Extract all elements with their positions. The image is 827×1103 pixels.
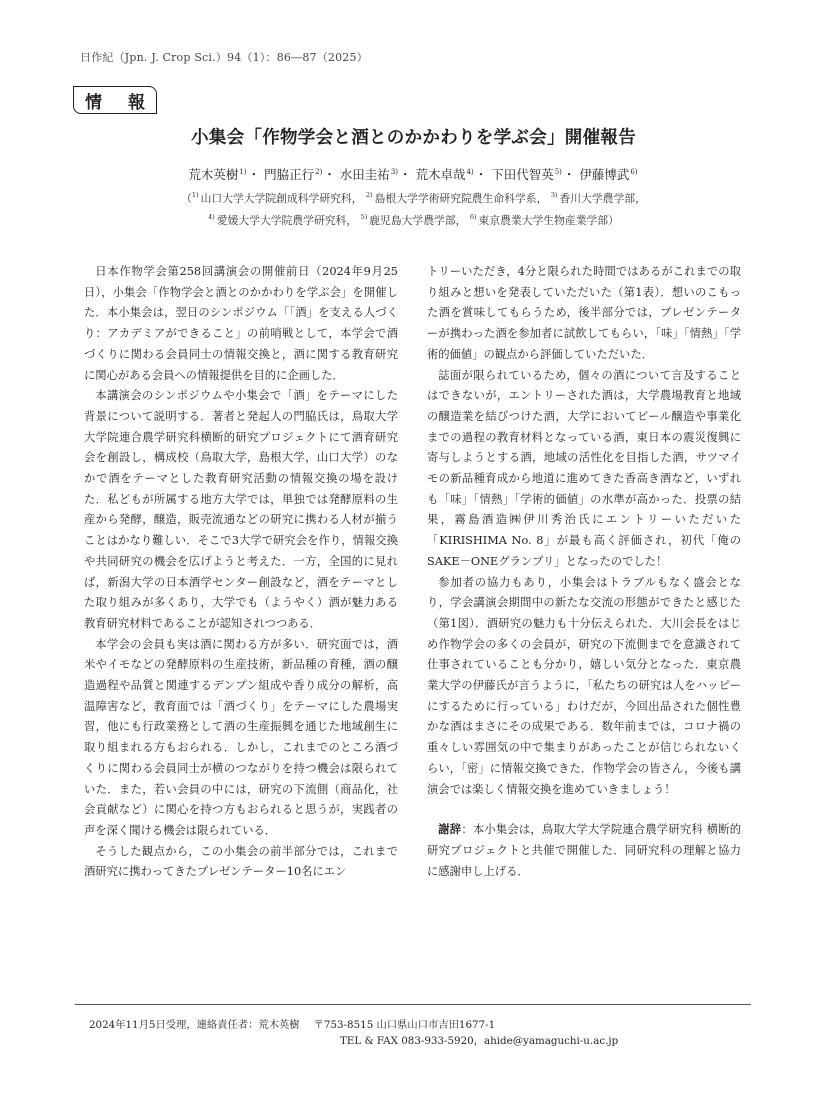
author-separator: ・ <box>399 167 412 182</box>
footer-received-line <box>89 1016 495 1031</box>
affiliation: 東京農業大学生物産業学部 <box>478 214 609 227</box>
section-label: 情 報 <box>73 86 157 114</box>
affiliation-close-paren: ） <box>608 214 619 227</box>
journal-reference: 日作紀（Jpn. J. Crop Sci.）94（1）：86―87（2025） <box>80 51 368 64</box>
body-paragraph: 誌面が限られているため，個々の酒について言及することはできないが，エントリーされた酒は，大学農場教育と地域の醸造業を結びつけた酒，大学においてビール醸造や事業化までの過程の教育材料となっている酒，東日本の震災復興に寄与しようとする酒，地域の活性化を目指した酒，サツマイモの新品種育成から地道に進めてきた香高き酒など，いずれも「味」「情熱」「学術的価値」の水準が高かった．投票の結果，霧島酒造㈱伊川秀治氏にエントリーいただいた「KIRISHIMA No. 8」が最も高く評価され，初代「俺のSAKE－ONEグランプリ」となったのでした！ <box>427 368 741 568</box>
body-paragraph: トリーいただき，4分と限られた時間ではあるがこれまでの取り組みと想いを発表していただいた（第1表）．想いのこもった酒を賞味してもらうため，後半部分では，プレゼンテーターが携わった酒を参加者に試飲してもらい，「味」「情熱」「学術的価値」の観点から評価していただいた． <box>427 265 741 361</box>
author-separator: ・ <box>323 167 336 182</box>
author-name: 下田代智英 <box>491 167 554 182</box>
author-affiliation-mark: 3) <box>390 167 398 176</box>
correspondence-address: 〒753-8515 山口県山口市吉田1677-1 <box>313 1019 496 1031</box>
affiliation: 山口大学大学院創成科学研究科， <box>200 192 363 205</box>
affiliation: 香川大学農学部， <box>559 192 646 205</box>
acknowledgement-text: ：本小集会は，鳥取大学大学院連合農学研究科 横断的研究プロジェクトと共催で開催した．同研究科の理解と協力に感謝申し上げる． <box>427 823 741 878</box>
received-date-correspondence: 2024年11月5日受理，連絡責任者：荒木英樹 <box>89 1019 300 1031</box>
affiliation-open-paren: （ <box>181 192 192 205</box>
author-affiliation-mark: 5) <box>554 167 562 176</box>
affiliation: 島根大学学術研究院農生命科学系， <box>374 192 548 205</box>
body-column-left <box>84 262 398 883</box>
author-name: 荒木卓哉 <box>415 167 466 182</box>
author-name: 水田圭祐 <box>339 167 390 182</box>
article-title: 小集会「作物学会と酒とのかかわりを学ぶ会」開催報告 <box>191 128 636 148</box>
body-paragraph: 日本作物学会第258回講演会の開催前日（2024年9月25日），小集会「作物学会と酒とのかかわりを学ぶ会」を開催した．本小集会は，翌日のシンポジウム「「酒」を支える人づくり：アカデミアができること」の前哨戦として，本学会で酒づくりに関わる会員同士の情報交換と，酒に関する教育研究に関心がある会員への情報提供を目的に企画した． <box>84 265 398 382</box>
author-separator: ・ <box>474 167 488 182</box>
affiliation-mark: 3) <box>550 191 558 200</box>
author-name: 伊藤博武 <box>579 167 630 182</box>
author-affiliation-mark: 1) <box>239 167 247 176</box>
author-separator: ・ <box>247 167 261 182</box>
author-name: 荒木英樹 <box>188 167 239 182</box>
affiliations-line-1 <box>0 191 827 206</box>
author-affiliation-mark: 4) <box>466 167 474 176</box>
body-paragraph: 参加者の協力もあり，小集会はトラブルもなく盛会となり，学会講演会期間中の新たな交流の形態ができたと感じた（第1図）．酒研究の魅力も十分伝えられた．大川会長をはじめ作物学会の多くの会員が，研究の下流側までを意識されて仕事されていることも分かり，嬉しい気分となった．東京農業大学の伊藤氏が言うように，「私たちの研究は人をハッピーにするために行っている」わけだが，今回出品された個性豊かな酒はまさにその成果である．数年前までは，コロナ禍の重々しい雰囲気の中で集まりがあったことが信じられないくらい，「密」に情報交換できた．作物学会の皆さん，今後も講演会では楽しく情報交換を進めていきましょう！ <box>427 575 741 796</box>
affiliations-line-2 <box>0 213 827 228</box>
acknowledgement-label: 謝辞 <box>438 823 462 837</box>
affiliation-mark: 2) <box>365 191 373 200</box>
affiliation-mark: 5) <box>360 213 368 222</box>
author-separator: ・ <box>562 167 576 182</box>
footer-contact-line: TEL & FAX 083-933-5920，ahide@yamaguchi-u.ac.jp <box>340 1035 619 1047</box>
footer-divider <box>75 1004 751 1005</box>
acknowledgement <box>427 820 741 882</box>
body-column-right <box>427 262 741 882</box>
affiliation-mark: 1) <box>191 191 199 200</box>
affiliation-mark: 4) <box>208 213 215 222</box>
author-name: 門脇正行 <box>264 167 315 182</box>
affiliation-mark: 6) <box>469 213 477 222</box>
affiliation: 愛媛大学大学院農学研究科， <box>216 214 358 227</box>
author-affiliation-mark: 6) <box>630 167 638 176</box>
author-affiliation-mark: 2) <box>315 167 323 176</box>
body-paragraph: 本講演会のシンポジウムや小集会で「酒」をテーマにした背景について説明する．著者と発起人の門脇氏は，鳥取大学大学院連合農学研究科横断的研究プロジェクトにて酒育研究会を創設し，構成校（鳥取大学，島根大学，山口大学）のなかで酒をテーマとした教育研究活動の情報交換の場を設けた．私どもが所属する地方大学では，単独では発酵原料の生産から発酵，醸造，販売流通などの研究に携わる人材が揃うことはかなり難しい．そこで3大学で研究会を作り，情報交換や共同研究の機会を広げようと考えた．一方，全国的に見れば，新潟大学の日本酒学センター創設など，酒をテーマとした取り組みが多くあり，大学でも（ようやく）酒が魅力ある教育研究材料であることが認知されつつある． <box>84 389 398 630</box>
affiliation: 鹿児島大学農学部， <box>369 214 467 227</box>
author-list <box>0 165 827 183</box>
body-paragraph: そうした観点から，この小集会の前半部分では，これまで酒研究に携わってきたプレゼンテーター10名にエン <box>84 844 398 879</box>
body-paragraph: 本学会の会員も実は酒に関わる方が多い．研究面では，酒米やイモなどの発酵原料の生産技術，新品種の育種，酒の醸造過程や品質と関連するデンプン組成や香り成分の解析，高温障害など，教育面では「酒づくり」をテーマにした農場実習，他にも行政業務として酒の生産振興を通じた地域創生に取り組まれる方もおられる．しかし，これまでのところ酒づくりに関わる会員同士が横のつながりを持つ機会は限られていた．また，若い会員の中には，研究の下流側（商品化，社会貢献など）に関心を持つ方もおられると思うが，実践者の声を深く聞ける機会は限られている． <box>84 637 398 837</box>
